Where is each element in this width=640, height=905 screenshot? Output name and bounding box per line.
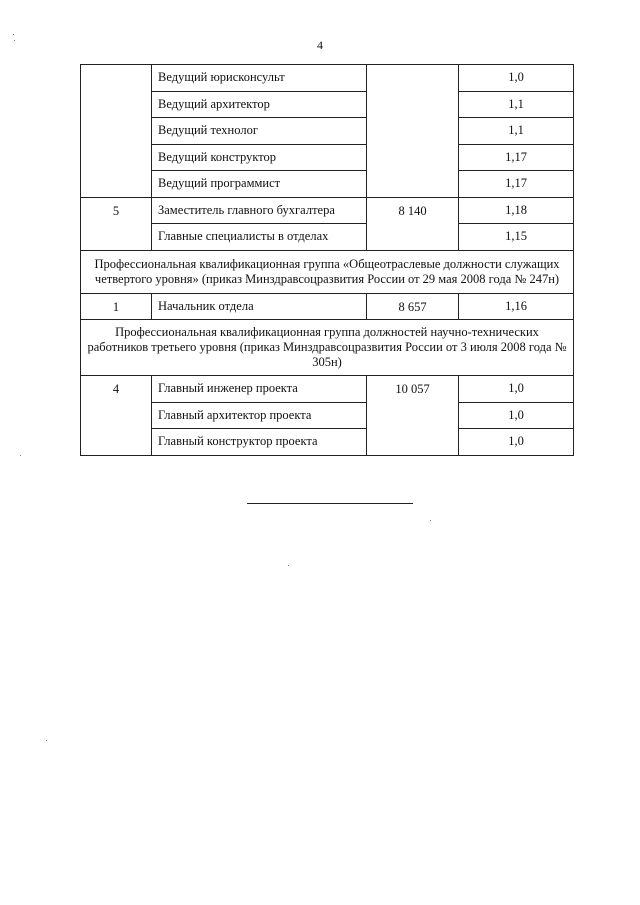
qualification-group-title: Профессиональная квалификационная группа должностей научно-технических работников третьего уровня (приказ Минздравсоцразвития России от 3 июля 2008 года № 305н) bbox=[81, 320, 574, 376]
scan-speck bbox=[288, 565, 289, 566]
scan-speck bbox=[46, 740, 47, 741]
coefficient-cell: 1,1 bbox=[459, 91, 574, 118]
position-cell: Ведущий конструктор bbox=[152, 144, 367, 171]
position-cell: Главный архитектор проекта bbox=[152, 402, 367, 429]
end-of-document-rule bbox=[247, 503, 413, 504]
page-number: 4 bbox=[317, 38, 323, 52]
position-cell: Ведущий юрисконсульт bbox=[152, 65, 367, 92]
position-cell: Ведущий архитектор bbox=[152, 91, 367, 118]
position-cell: Ведущий технолог bbox=[152, 118, 367, 145]
qualification-level-cell bbox=[81, 65, 152, 198]
qualification-level-cell: 4 bbox=[81, 376, 152, 456]
position-cell: Главный инженер проекта bbox=[152, 376, 367, 403]
table-row bbox=[81, 429, 574, 456]
table-row bbox=[81, 197, 574, 224]
salary-cell: 8 140 bbox=[367, 197, 459, 250]
coefficient-cell: 1,0 bbox=[459, 402, 574, 429]
table-row bbox=[81, 224, 574, 251]
coefficient-cell: 1,1 bbox=[459, 118, 574, 145]
coefficient-cell: 1,0 bbox=[459, 65, 574, 92]
salary-cell: 10 057 bbox=[367, 376, 459, 456]
coefficient-cell: 1,0 bbox=[459, 429, 574, 456]
scan-speck bbox=[14, 40, 15, 41]
position-cell: Главный конструктор проекта bbox=[152, 429, 367, 456]
salary-table bbox=[80, 64, 574, 456]
table-row bbox=[81, 402, 574, 429]
coefficient-cell: 1,16 bbox=[459, 293, 574, 320]
coefficient-cell: 1,17 bbox=[459, 144, 574, 171]
scan-speck bbox=[20, 455, 21, 456]
table-row bbox=[81, 118, 574, 145]
table-row bbox=[81, 65, 574, 92]
group-header-row bbox=[81, 320, 574, 376]
qualification-level-cell: 5 bbox=[81, 197, 152, 250]
table-row bbox=[81, 293, 574, 320]
salary-cell bbox=[367, 65, 459, 198]
coefficient-cell: 1,0 bbox=[459, 376, 574, 403]
position-cell: Заместитель главного бухгалтера bbox=[152, 197, 367, 224]
table-row bbox=[81, 171, 574, 198]
position-cell: Ведущий программист bbox=[152, 171, 367, 198]
group-header-row bbox=[81, 250, 574, 293]
salary-cell: 8 657 bbox=[367, 293, 459, 320]
table-row bbox=[81, 144, 574, 171]
qualification-level-cell: 1 bbox=[81, 293, 152, 320]
qualification-group-title: Профессиональная квалификационная группа «Общеотраслевые должности служащих четвертого уровня» (приказ Минздравсоцразвития России от 29 мая 2008 года № 247н) bbox=[81, 250, 574, 293]
position-cell: Главные специалисты в отделах bbox=[152, 224, 367, 251]
coefficient-cell: 1,15 bbox=[459, 224, 574, 251]
position-cell: Начальник отдела bbox=[152, 293, 367, 320]
scan-speck bbox=[430, 520, 431, 521]
table-row bbox=[81, 91, 574, 118]
coefficient-cell: 1,17 bbox=[459, 171, 574, 198]
coefficient-cell: 1,18 bbox=[459, 197, 574, 224]
scan-speck bbox=[13, 34, 14, 35]
table-row bbox=[81, 376, 574, 403]
